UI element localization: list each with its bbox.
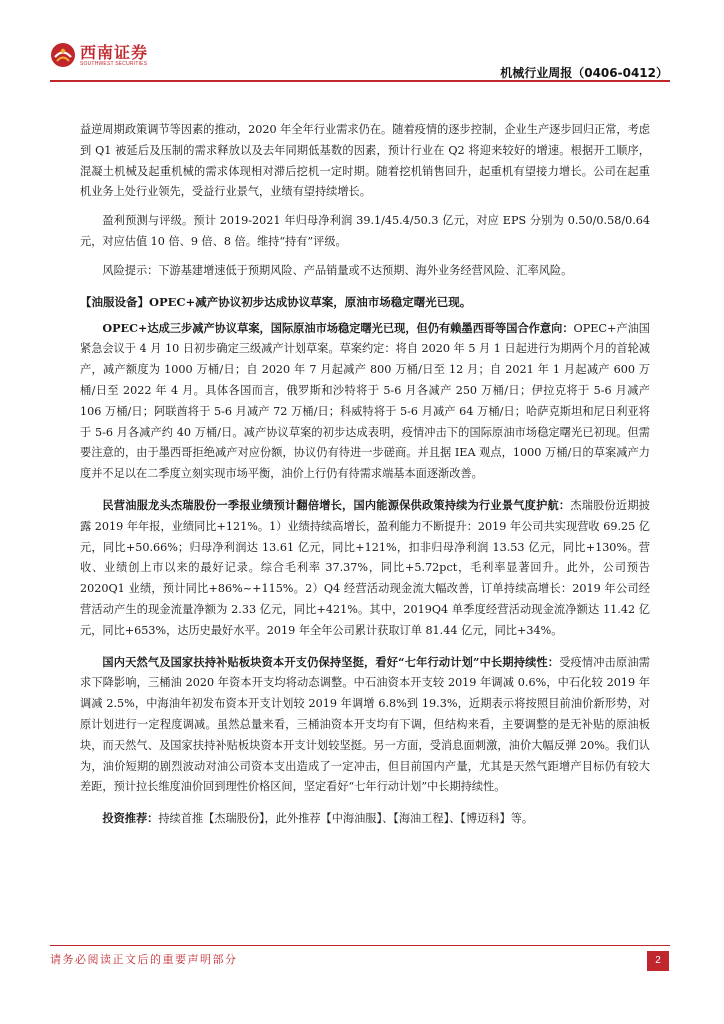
footer-divider <box>50 945 670 946</box>
report-body <box>80 120 650 830</box>
page-header <box>0 0 724 90</box>
paragraph-investment-recommendation <box>80 808 650 830</box>
paragraph-body-jereh: 杰瑞股份近期披露 2019 年年报，业绩同比+121%。1）业绩持续高增长，盈利能力不断提升：2019 年公司共实现营收 69.25 亿元，同比+50.66%；归母净利润达 13.61 亿元，同比+121%，扣非归母净利润 13.53 亿元，同比+130%。营收、业绩创上市以来的最好记录。综合毛利率 37.37%，同比+5.72pct，毛利率显著回升。此外，公司预告 2020Q1 业绩，预计同比+86%~+115%。2）Q4 经营活动现金流大幅改善，订单持续高增长：2019 年公司经营活动产生的现金流量净额为 2.33 亿元，同比+421%。其中，2019Q4 单季度经营活动现金流净额达 11.42 亿元，同比+653%，达历史最好水平。2019 年全年公司累计获取订单 81.44 亿元，同比+34%。 <box>80 498 650 637</box>
company-logo <box>50 42 148 68</box>
logo-english-name: SOUTHWEST SECURITIES <box>80 60 148 67</box>
paragraph-industry-outlook: 益逆周期政策调节等因素的推动，2020 年全年行业需求仍在。随着疫情的逐步控制，企业生产逐步回归正常，考虑到 Q1 被延后及压制的需求释放以及去年同期低基数的因素，预计行业在 Q2 将迎来较好的增速。根据开工顺序，混凝土机械及起重机械的需求体现相对滞后挖机一定时期。随着挖机销售回升，起重机有望接力增长。公司在起重机业务上处行业领先，受益行业景气，业绩有望持续增长。 <box>80 123 650 199</box>
paragraph-opec-agreement <box>80 318 650 485</box>
paragraph-jereh <box>80 495 650 642</box>
paragraph-body-capex: 受疫情冲击原油需求下降影响，三桶油 2020 年资本开支均将动态调整。中石油资本开支较 2019 年调减 0.6%，中石化较 2019 年调减 2.5%，中海油年初发布资本开支计划较 2019 年调增 6.8%到 19.3%，近期表示将按照目前油价新形势，对原计划进行一定程度调减。虽然总量来看，三桶油资本开支均有下调，但结构来看，主要调整的是无补贴的原油板块，而天然气、及国家扶持补贴板块资本开支计划较坚挺。另一方面，受消息面刺激，油价大幅反弹 20%。我们认为，油价短期的剧烈波动对油公司资本支出造成了一定冲击，但目前国内产量，尤其是天然气距增产目标仍有较大差距，预计拉长维度油价回到理性价格区间，坚定看好“七年行动计划”中长期持续性。 <box>80 655 650 794</box>
report-title: 机械行业周报（0406-0412） <box>500 66 668 80</box>
logo-chinese-name: 西南证券 <box>80 42 149 62</box>
paragraph-lead-capex: 国内天然气及国家扶持补贴板块资本开支仍保持坚挺，看好“七年行动计划”中长期持续性： <box>102 654 560 669</box>
footer-disclaimer-notice: 请务必阅读正文后的重要声明部分 <box>50 953 238 966</box>
paragraph-body-opec: OPEC+产油国紧急会议于 4 月 10 日初步确定三级减产计划草案。草案约定：将自 2020 年 5 月 1 日起进行为期两个月的首轮减产，减产额度为 1000 万桶/日；自 2020 年 7 月起减产 800 万桶/日至 12 月；自 2021 年 1 月起减产 600 万桶/日至 2022 年 4 月。具体各国而言，俄罗斯和沙特将于 5-6 月各减产 250 万桶/日；伊拉克将于 5-6 月减产 106 万桶/日；阿联酋将于 5-6 月减产 72 万桶/日；科威特将于 5-6 月减产 64 万桶/日；哈萨克斯坦和尼日利亚将于 5-6 月各减产约 40 万桶/日。减产协议草案的初步达成表明，疫情冲击下的国际原油市场稳定曙光已初现。但需要注意的，由于墨西哥拒绝减产对应份额，协议仍有待进一步磋商。并且据 IEA 观点，1000 万桶/日的草案减产力度并不足以在二季度立刻实现市场平衡，油价上行仍有待需求端基本面逐渐改善。 <box>80 321 650 481</box>
paragraph-lead-jereh: 民营油服龙头杰瑞股份一季报业绩预计翻倍增长，国内能源保供政策持续为行业景气度护航： <box>102 497 571 512</box>
page-number-badge: 2 <box>647 951 669 971</box>
paragraph-lead-recommendation: 投资推荐： <box>102 811 159 826</box>
paragraph-capex <box>80 652 650 799</box>
paragraph-risk-warning: 风险提示：下游基建增速低于预期风险、产品销量或不达预期、海外业务经营风险、汇率风险。 <box>102 263 573 277</box>
section-heading-oilfield: 【油服设备】OPEC+减产协议初步达成协议草案，原油市场稳定曙光已现。 <box>80 294 472 309</box>
paragraph-body-recommendation: 持续首推【杰瑞股份】，此外推荐【中海油服】、【海油工程】、【博迈科】等。 <box>158 812 534 826</box>
company-logo-icon <box>50 42 76 68</box>
paragraph-earnings-forecast: 盈利预测与评级。预计 2019-2021 年归母净利润 39.1/45.4/50.3 亿元，对应 EPS 分别为 0.50/0.58/0.64 元，对应估值 10 倍、9 倍、8 倍。维持“持有”评级。 <box>80 214 650 248</box>
header-divider <box>50 80 670 82</box>
paragraph-lead-opec: OPEC+达成三步减产协议草案，国际原油市场稳定曙光已现，但仍有赖墨西哥等国合作意向： <box>102 320 574 335</box>
